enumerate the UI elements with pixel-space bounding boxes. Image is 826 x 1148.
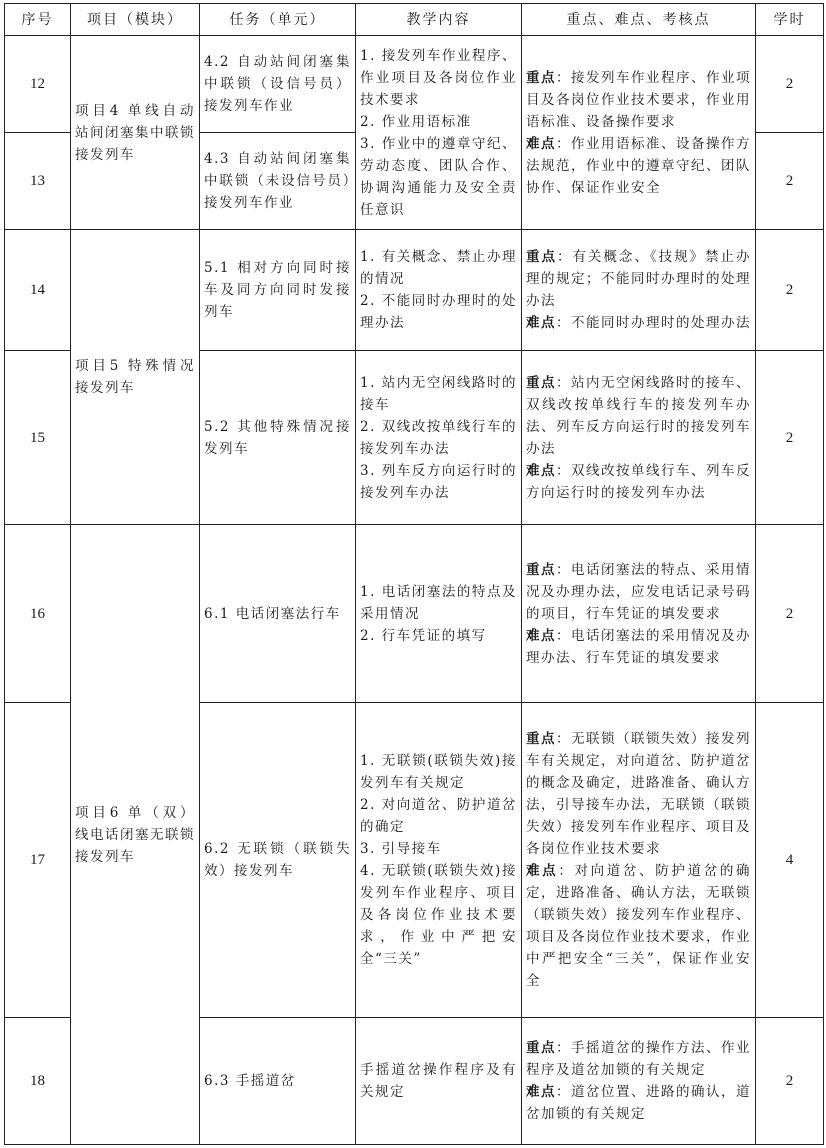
difficult-text: ：双线改按单线行车、列车反方向运行时的接发列车办法 [526,462,751,501]
content-line: 1. 站内无空闲线路时的接车 [360,374,517,413]
difficult-label: 难点 [526,863,559,879]
content-cell [356,703,522,1018]
content-cell [356,230,522,351]
difficult-label: 难点 [526,462,556,479]
keypoints-cell [522,525,756,703]
row-num: 12 [5,36,71,133]
project-cell: 项目5 特殊情况接发列车 [71,230,200,525]
content-line: 1. 接发列车作业程序、作业项目及各岗位作业技术要求 [360,47,517,108]
row-num: 18 [5,1018,71,1145]
project-cell: 项目4 单线自动站间闭塞集中联锁接发列车 [71,36,200,230]
difficult-label: 难点 [526,1084,556,1100]
difficult-point [526,625,751,669]
difficult-text: ：道岔位置、进路的确认，道岔加锁的有关规定 [526,1084,751,1122]
difficult-label: 难点 [526,627,556,644]
header-content: 教学内容 [356,4,522,36]
table-row [5,525,824,703]
key-label: 重点 [526,731,556,747]
content-cell [356,351,522,525]
key-label: 重点 [526,249,557,265]
difficult-text: ：作业用语标准、设备操作方法规范，作业中的遵章守纪、团队协作、保证作业安全 [526,135,751,196]
syllabus-table [4,3,824,1145]
header-keypoints: 重点、难点、考核点 [522,4,756,36]
difficult-text: ：电话闭塞法的采用情况及办理办法、行车凭证的填发要求 [526,627,751,666]
header-hours: 学时 [756,4,824,36]
content-cell [356,36,522,230]
header-project: 项目（模块） [71,4,200,36]
content-line: 1. 有关概念、禁止办理的情况 [360,249,517,287]
key-text: ：手摇道岔的操作方法、作业程序及道岔加锁的有关规定 [526,1040,751,1078]
key-point [526,67,751,133]
content-line: 1. 电话闭塞法的特点及采用情况 [360,583,517,622]
content-line: 1. 无联锁(联锁失效)接发列车有关规定 [360,753,517,791]
key-label: 重点 [526,374,556,391]
row-hours: 2 [756,133,824,230]
difficult-point [526,133,751,199]
difficult-text: ：不能同时办理时的处理办法 [556,315,751,331]
row-num: 14 [5,230,71,351]
keypoints-cell [522,36,756,230]
header-task: 任务（单元） [200,4,356,36]
task-cell: 4.2 自动站间闭塞集中联锁（设信号员）接发列车作业 [200,36,356,133]
difficult-text: ：对向道岔、防护道岔的确定，进路准备、确认方法，无联锁（联锁失效）接发列车作业程序、项目及各岗位作业技术要求，作业中严把安全“三关”，保证作业安全 [526,863,752,989]
header-num: 序号 [5,4,71,36]
content-cell [356,1018,522,1145]
difficult-label: 难点 [526,315,556,331]
row-hours: 4 [756,703,824,1018]
key-point [526,246,751,312]
row-num: 13 [5,133,71,230]
content-line: 3. 作业中的遵章守纪、劳动态度、团队合作、协调沟通能力及安全责任意识 [360,135,517,218]
keypoints-cell [522,230,756,351]
key-text: ：接发列车作业程序、作业项目及各岗位作业技术要求，作业用语标准、设备操作要求 [526,69,751,130]
task-cell: 4.3 自动站间闭塞集中联锁（未设信号员）接发列车作业 [200,133,356,230]
difficult-label: 难点 [526,135,556,152]
row-num: 17 [5,703,71,1018]
content-line: 4. 无联锁(联锁失效)接发列车作业程序、项目及各岗位作业技术要求，作业中严把安全“三关” [360,863,517,967]
row-num: 15 [5,351,71,525]
key-point [526,1037,751,1081]
difficult-point [526,1081,751,1125]
key-text: ：有关概念、《技规》禁止办理的规定；不能同时办理时的处理办法 [526,249,752,309]
row-num: 16 [5,525,71,703]
row-hours: 2 [756,230,824,351]
key-text: ：电话闭塞法的特点、采用情况及办理办法，应发电话记录号码的项目，行车凭证的填发要求 [526,561,751,622]
key-point [526,728,751,860]
content-line: 3. 列车反方向运行时的接发列车办法 [360,462,517,501]
row-hours: 2 [756,525,824,703]
content-line: 2. 对向道岔、防护道岔的确定 [360,797,517,835]
difficult-point [526,312,751,334]
difficult-point [526,460,751,504]
content-line: 2. 行车凭证的填写 [360,627,487,644]
task-cell: 5.1 相对方向同时接车及同方向同时发接列车 [200,230,356,351]
project-cell: 项目6 单（双）线电话闭塞无联锁接发列车 [71,525,200,1145]
key-label: 重点 [526,561,556,578]
row-hours: 2 [756,351,824,525]
row-hours: 2 [756,1018,824,1145]
content-line: 3. 引导接车 [360,841,442,857]
key-label: 重点 [526,69,556,86]
key-label: 重点 [526,1040,556,1056]
key-text: ：无联锁（联锁失效）接发列车有关规定，对向道岔、防护道岔的概念及确定，进路准备、确认方法，引导接车办法，无联锁（联锁失效）接发列车作业程序、项目及各岗位作业技术要求 [526,731,751,857]
task-cell: 6.1 电话闭塞法行车 [200,525,356,703]
task-cell: 5.2 其他特殊情况接发列车 [200,351,356,525]
keypoints-cell [522,1018,756,1145]
key-point [526,559,751,625]
keypoints-cell [522,351,756,525]
content-line: 2. 作业用语标准 [360,113,472,130]
content-line: 2. 不能同时办理时的处理办法 [360,293,517,331]
difficult-point [526,860,751,992]
key-text: ：站内无空闲线路时的接车、双线改按单线行车的接发列车办法、列车反方向运行时的接发列车办法 [526,374,751,457]
content-cell [356,525,522,703]
content-line: 手摇道岔操作程序及有关规定 [360,1062,517,1100]
content-line: 2. 双线改按单线行车的接发列车办法 [360,418,517,457]
task-cell: 6.2 无联锁（联锁失效）接发列车 [200,703,356,1018]
table-row [5,230,824,351]
task-cell: 6.3 手摇道岔 [200,1018,356,1145]
keypoints-cell [522,703,756,1018]
table-row [5,36,824,133]
row-hours: 2 [756,36,824,133]
table-header-row [5,4,824,36]
key-point [526,372,751,460]
